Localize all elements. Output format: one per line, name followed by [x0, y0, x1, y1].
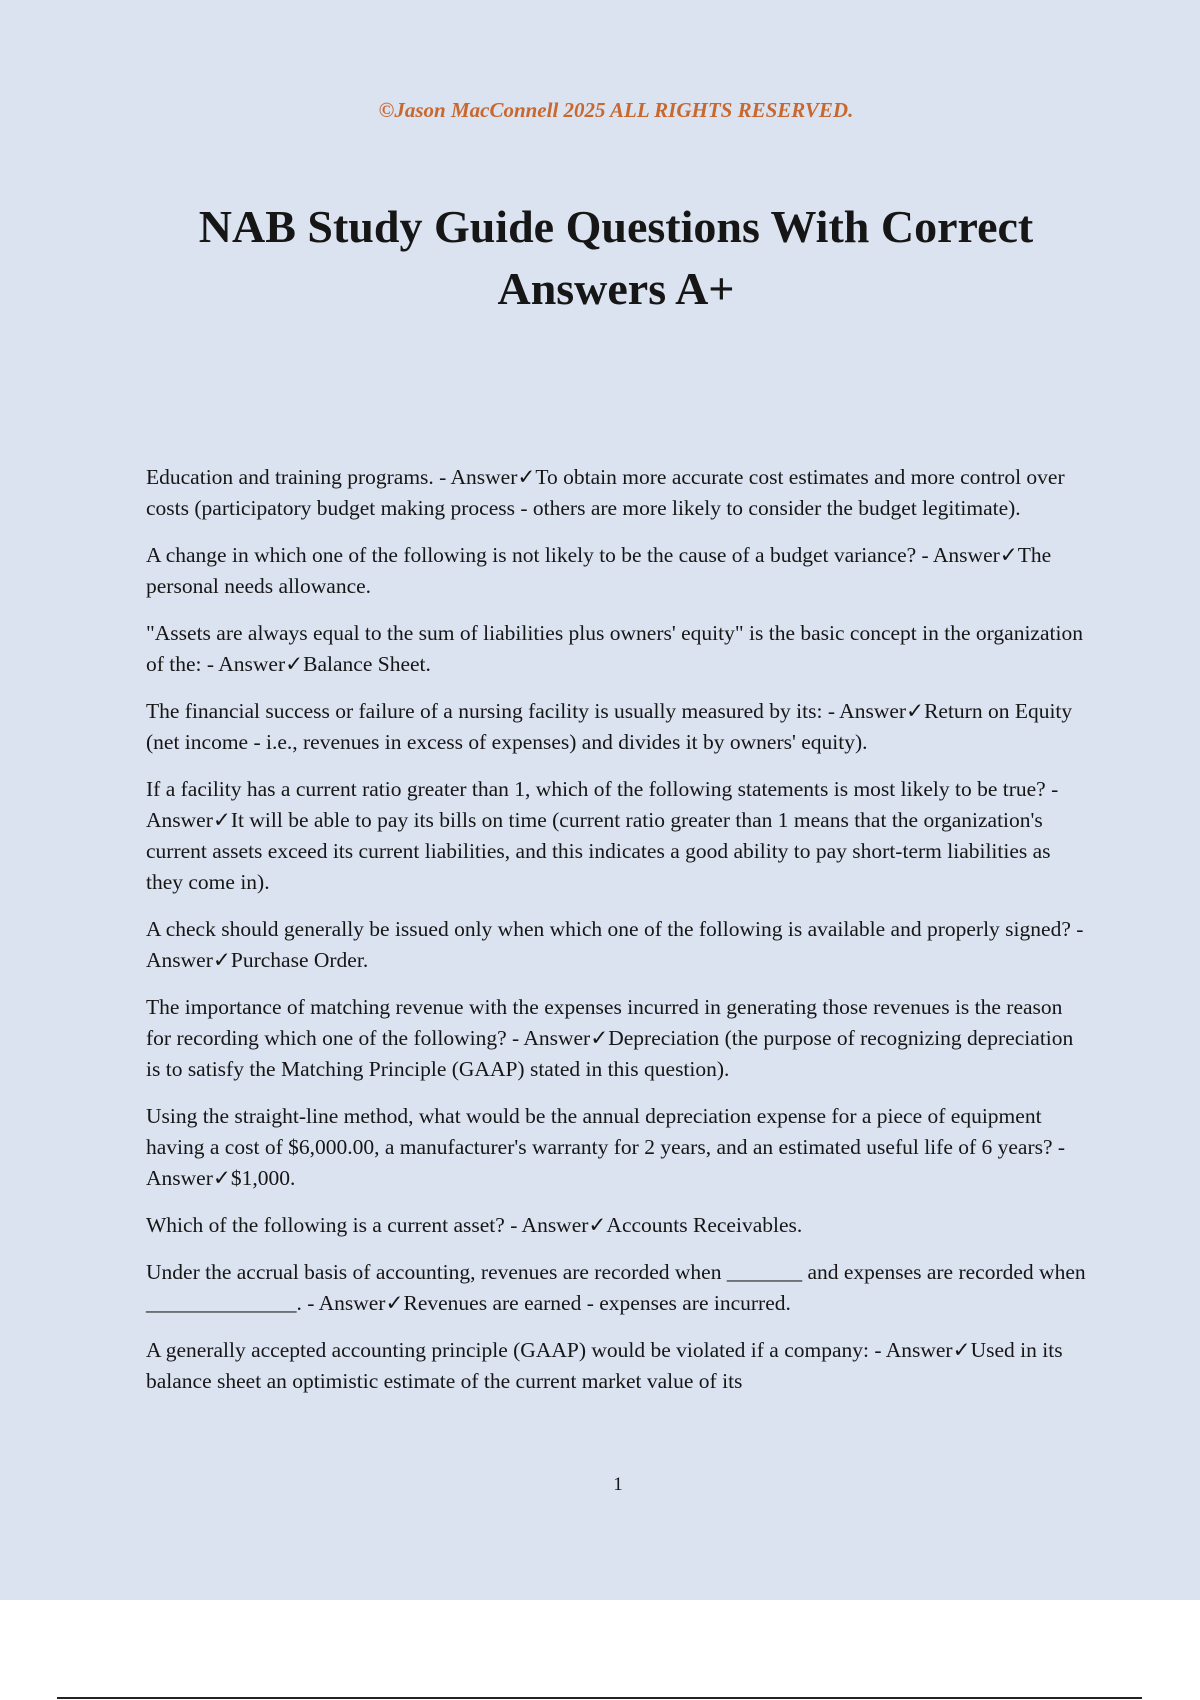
qa-item: Using the straight-line method, what would be the annual depreciation expense for a piece of equipment having a cost of $6,000.00, a manufacturer's warranty for 2 years, and an estimated useful life of 6 years? - Answer✓$1,000. — [146, 1104, 1066, 1190]
page-number: 1 — [613, 1474, 623, 1495]
qa-item: "Assets are always equal to the sum of liabilities plus owners' equity" is the basic concept in the organization of the: - Answer✓Balance Sheet. — [146, 621, 1083, 676]
qa-item: The importance of matching revenue with the expenses incurred in generating those revenues is the reason for recording which one of the following? - Answer✓Depreciation (the purpose of recognizing depreciation is to satisfy the Matching Principle (GAAP) stated in this question). — [146, 995, 1074, 1081]
qa-item: If a facility has a current ratio greater than 1, which of the following statements is most likely to be true? - Answer✓It will be able to pay its bills on time (current ratio greater than 1 means that the organization's current assets exceed its current liabilities, and this indicates a good ability to pay short-term liabilities as they come in). — [146, 777, 1059, 894]
copyright-notice: ©Jason MacConnell 2025 ALL RIGHTS RESERVED. — [378, 98, 854, 122]
qa-item: Which of the following is a current asset? - Answer✓Accounts Receivables. — [146, 1213, 803, 1237]
qa-item: A check should generally be issued only when which one of the following is available and properly signed? - Answer✓Purchase Order. — [146, 917, 1084, 972]
qa-item: The financial success or failure of a nursing facility is usually measured by its: - Answer✓Return on Equity (net income - i.e., revenues in excess of expenses) and divides it by owners' equity). — [146, 699, 1073, 754]
qa-item: Education and training programs. - Answer✓To obtain more accurate cost estimates and more control over costs (participatory budget making process - others are more likely to consider the budget legitimate). — [146, 465, 1065, 520]
qa-item: A change in which one of the following is not likely to be the cause of a budget variance? - Answer✓The personal needs allowance. — [146, 543, 1052, 598]
qa-item: Under the accrual basis of accounting, revenues are recorded when _______ and expenses are recorded when ______________. - Answer✓Revenues are earned - expenses are incurred. — [146, 1260, 1086, 1315]
qa-item: A generally accepted accounting principle (GAAP) would be violated if a company: - Answer✓Used in its balance sheet an optimistic estimate of the current market value of its — [146, 1338, 1063, 1393]
qa-list — [146, 462, 1092, 1413]
next-page-divider — [57, 1697, 1142, 1699]
page-title: NAB Study Guide Questions With Correct Answers A+ — [198, 201, 1034, 314]
